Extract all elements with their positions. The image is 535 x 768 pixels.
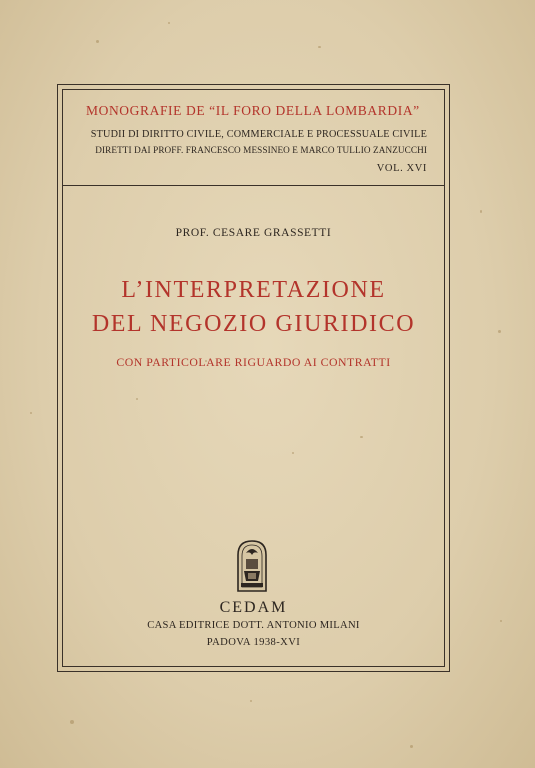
series-description: STUDII DI DIRITTO CIVILE, COMMERCIALE E PROCESSUALE CIVILE <box>90 129 427 140</box>
paper-speck <box>70 720 74 724</box>
book-title-line-1: L’INTERPRETAZIONE <box>121 277 386 303</box>
paper-speck <box>250 700 252 702</box>
book-title-line-2: DEL NEGOZIO GIURIDICO <box>91 311 416 337</box>
paper-speck <box>498 330 501 333</box>
paper-speck <box>480 210 482 213</box>
publication-place-date: PADOVA 1938-XVI <box>206 637 301 648</box>
cover-border-outer <box>57 84 450 672</box>
paper-speck <box>168 22 170 24</box>
author-name: PROF. CESARE GRASSETTI <box>175 227 332 239</box>
paper-speck <box>30 412 32 414</box>
paper-speck <box>318 46 321 48</box>
publisher-name: CEDAM <box>219 599 288 616</box>
publisher-house: CASA EDITRICE DOTT. ANTONIO MILANI <box>147 620 360 631</box>
cedam-emblem-icon <box>235 539 269 593</box>
series-title: MONOGRAFIE DE “IL FORO DELLA LOMBARDIA” <box>86 103 420 118</box>
header-divider <box>62 185 445 186</box>
paper-speck <box>96 40 99 43</box>
paper-speck <box>410 745 413 748</box>
series-editors: DIRETTI DAI PROFF. FRANCESCO MESSINEO E MARCO TULLIO ZANZUCCHI <box>95 145 427 155</box>
volume-number: VOL. XVI <box>376 163 427 174</box>
paper-speck <box>500 620 502 622</box>
book-subtitle: CON PARTICOLARE RIGUARDO AI CONTRATTI <box>116 355 391 369</box>
